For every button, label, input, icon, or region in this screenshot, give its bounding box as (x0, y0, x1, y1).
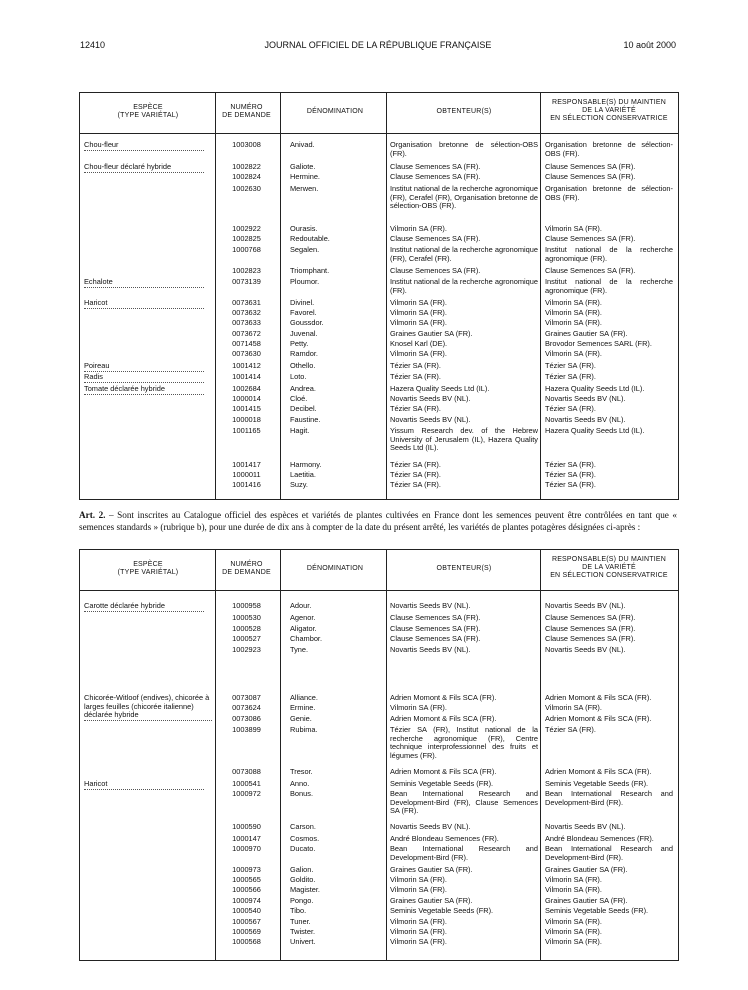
application-number-cell: 1000568 (232, 937, 261, 946)
breeder-cell: Vilmorin SA (FR). (390, 298, 447, 307)
variety-name-cell: Agenor. (290, 613, 316, 622)
breeder-cell: Tézier SA (FR). (390, 361, 441, 370)
application-number-cell: 1000569 (232, 927, 261, 936)
maintainer-cell: Novartis Seeds BV (NL). (545, 601, 626, 610)
variety-name-cell: Petty. (290, 339, 309, 348)
variety-name-cell: Bonus. (290, 789, 314, 798)
page-number: 12410 (80, 40, 106, 50)
variety-name-cell: Pongo. (290, 896, 314, 905)
breeder-cell: Novartis Seeds BV (NL). (390, 394, 471, 403)
application-number-cell: 0073139 (232, 277, 261, 286)
variety-name-cell: Cloé. (290, 394, 308, 403)
variety-name-cell: Tresor. (290, 767, 313, 776)
breeder-cell: Clause Semences SA (FR). (390, 634, 481, 643)
species-cell: Tomate déclarée hybride (84, 385, 212, 395)
breeder-cell: Vilmorin SA (FR). (390, 349, 447, 358)
table-header (80, 93, 678, 134)
application-number-cell: 1001417 (232, 460, 261, 469)
breeder-cell: Seminis Vegetable Seeds (FR). (390, 779, 494, 788)
maintainer-cell: Adrien Momont & Fils SCA (FR). (545, 767, 652, 776)
application-number-cell: 1000566 (232, 885, 261, 894)
application-number-cell: 0073087 (232, 693, 261, 702)
maintainer-cell: Graines Gautier SA (FR). (545, 329, 628, 338)
variety-name-cell: Univert. (290, 937, 316, 946)
article-label: Art. 2. (79, 510, 106, 520)
application-number-cell: 1000147 (232, 834, 261, 843)
application-number-cell: 1000768 (232, 245, 261, 254)
variety-name-cell: Divinel. (290, 298, 315, 307)
col-responsable-header: RESPONSABLE(S) DU MAINTIEN DE LA VARIÉTÉ EN SÉLECTION CONSERVATRICE (550, 99, 668, 122)
application-number-cell: 1002630 (232, 184, 261, 193)
application-number-cell: 1000590 (232, 822, 261, 831)
application-number-cell: 1001416 (232, 480, 261, 489)
page-header (80, 40, 676, 54)
variety-name-cell: Anivad. (290, 140, 315, 149)
species-cell: Carotte déclarée hybride (84, 602, 212, 612)
maintainer-cell: Bean International Research and Development-Bird (FR). (545, 844, 673, 862)
variety-name-cell: Ermine. (290, 703, 316, 712)
application-number-cell: 0073624 (232, 703, 261, 712)
article-2-paragraph (79, 510, 677, 533)
maintainer-cell: Hazera Quality Seeds Ltd (IL). (545, 426, 645, 435)
breeder-cell: Vilmorin SA (FR). (390, 885, 447, 894)
application-number-cell: 1001415 (232, 404, 261, 413)
breeder-cell: Hazera Quality Seeds Ltd (IL). (390, 384, 490, 393)
maintainer-cell: Clause Semences SA (FR). (545, 634, 636, 643)
application-number-cell: 0073631 (232, 298, 261, 307)
journal-title: JOURNAL OFFICIEL DE LA RÉPUBLIQUE FRANÇAISE (264, 40, 492, 50)
breeder-cell: Adrien Momont & Fils SCA (FR). (390, 693, 497, 702)
breeder-cell: Vilmorin SA (FR). (390, 937, 447, 946)
maintainer-cell: Organisation bretonne de sélection-OBS (FR). (545, 184, 673, 202)
breeder-cell: Organisation bretonne de sélection-OBS (FR). (390, 140, 538, 158)
maintainer-cell: Vilmorin SA (FR). (545, 875, 602, 884)
maintainer-cell: Vilmorin SA (FR). (545, 318, 602, 327)
variety-name-cell: Hagit. (290, 426, 310, 435)
maintainer-cell: Adrien Momont & Fils SCA (FR). (545, 693, 652, 702)
application-number-cell: 1000011 (232, 470, 261, 479)
col-denomination-header: DÉNOMINATION (306, 108, 364, 115)
application-number-cell: 1000970 (232, 844, 261, 853)
variety-name-cell: Othello. (290, 361, 316, 370)
breeder-cell: Novartis Seeds BV (NL). (390, 415, 471, 424)
maintainer-cell: Institut national de la recherche agronomique (FR). (545, 277, 673, 295)
breeder-cell: Bean International Research and Development-Bird (FR), Clause Semences SA (FR). (390, 789, 538, 816)
application-number-cell: 1000567 (232, 917, 261, 926)
breeder-cell: Novartis Seeds BV (NL). (390, 822, 471, 831)
col-obtenteur-header: OBTENTEUR(S) (436, 108, 492, 115)
issue-date: 10 août 2000 (623, 40, 676, 50)
variety-name-cell: Juvenal. (290, 329, 318, 338)
maintainer-cell: Tézier SA (FR). (545, 404, 596, 413)
breeder-cell: Tézier SA (FR). (390, 480, 441, 489)
maintainer-cell: Clause Semences SA (FR). (545, 172, 636, 181)
maintainer-cell: Vilmorin SA (FR). (545, 703, 602, 712)
breeder-cell: Adrien Momont & Fils SCA (FR). (390, 714, 497, 723)
maintainer-cell: Brovodor Semences SARL (FR). (545, 339, 652, 348)
variety-name-cell: Galiote. (290, 162, 316, 171)
application-number-cell: 1000540 (232, 906, 261, 915)
variety-name-cell: Tuner. (290, 917, 311, 926)
application-number-cell: 1000973 (232, 865, 261, 874)
breeder-cell: Graines Gautier SA (FR). (390, 896, 473, 905)
breeder-cell: Tézier SA (FR), Institut national de la recherche agronomique (FR), Centre technique interprofessionnel des fruits et légumes (FR). (390, 725, 538, 761)
maintainer-cell: Clause Semences SA (FR). (545, 613, 636, 622)
application-number-cell: 1000541 (232, 779, 261, 788)
breeder-cell: Tézier SA (FR). (390, 372, 441, 381)
breeder-cell: Vilmorin SA (FR). (390, 917, 447, 926)
maintainer-cell: Tézier SA (FR). (545, 361, 596, 370)
variety-name-cell: Ramdor. (290, 349, 318, 358)
variety-name-cell: Segalen. (290, 245, 320, 254)
breeder-cell: Tézier SA (FR). (390, 404, 441, 413)
maintainer-cell: Clause Semences SA (FR). (545, 234, 636, 243)
variety-name-cell: Harmony. (290, 460, 322, 469)
maintainer-cell: Vilmorin SA (FR). (545, 308, 602, 317)
maintainer-cell: Vilmorin SA (FR). (545, 927, 602, 936)
breeder-cell: André Blondeau Semences (FR). (390, 834, 499, 843)
variety-name-cell: Laetitia. (290, 470, 316, 479)
variety-name-cell: Carson. (290, 822, 316, 831)
breeder-cell: Adrien Momont & Fils SCA (FR). (390, 767, 497, 776)
breeder-cell: Novartis Seeds BV (NL). (390, 601, 471, 610)
col-responsable-header: RESPONSABLE(S) DU MAINTIEN DE LA VARIÉTÉ EN SÉLECTION CONSERVATRICE (550, 556, 668, 579)
breeder-cell: Bean International Research and Development-Bird (FR). (390, 844, 538, 862)
col-obtenteur-header: OBTENTEUR(S) (436, 565, 492, 572)
maintainer-cell: Vilmorin SA (FR). (545, 349, 602, 358)
col-espece-header: ESPÈCE (TYPE VARIÉTAL) (117, 104, 179, 119)
breeder-cell: Graines Gautier SA (FR). (390, 329, 473, 338)
application-number-cell: 1001165 (232, 426, 261, 435)
variety-name-cell: Galion. (290, 865, 314, 874)
application-number-cell: 1000528 (232, 624, 261, 633)
breeder-cell: Vilmorin SA (FR). (390, 224, 447, 233)
breeder-cell: Seminis Vegetable Seeds (FR). (390, 906, 494, 915)
breeder-cell: Vilmorin SA (FR). (390, 703, 447, 712)
maintainer-cell: Tézier SA (FR). (545, 460, 596, 469)
variety-name-cell: Favorel. (290, 308, 317, 317)
maintainer-cell: Clause Semences SA (FR). (545, 266, 636, 275)
variety-name-cell: Rubima. (290, 725, 318, 734)
maintainer-cell: Vilmorin SA (FR). (545, 224, 602, 233)
variety-name-cell: Faustine. (290, 415, 321, 424)
variety-name-cell: Anno. (290, 779, 310, 788)
variety-name-cell: Alliance. (290, 693, 318, 702)
variety-name-cell: Andrea. (290, 384, 316, 393)
application-number-cell: 1002824 (232, 172, 261, 181)
application-number-cell: 1001412 (232, 361, 261, 370)
maintainer-cell: Novartis Seeds BV (NL). (545, 822, 626, 831)
application-number-cell: 0073088 (232, 767, 261, 776)
variety-name-cell: Decibel. (290, 404, 317, 413)
variety-name-cell: Tyne. (290, 645, 309, 654)
breeder-cell: Clause Semences SA (FR). (390, 234, 481, 243)
col-espece-header: ESPÈCE (TYPE VARIÉTAL) (117, 561, 179, 576)
variety-name-cell: Goussdor. (290, 318, 324, 327)
variety-name-cell: Suzy. (290, 480, 308, 489)
application-number-cell: 1000018 (232, 415, 261, 424)
variety-name-cell: Twister. (290, 927, 316, 936)
variety-name-cell: Merwen. (290, 184, 319, 193)
maintainer-cell: Clause Semences SA (FR). (545, 162, 636, 171)
col-numero-header: NUMÉRO DE DEMANDE (222, 561, 271, 576)
variety-name-cell: Hermine. (290, 172, 320, 181)
maintainer-cell: Tézier SA (FR). (545, 480, 596, 489)
maintainer-cell: Vilmorin SA (FR). (545, 885, 602, 894)
maintainer-cell: Vilmorin SA (FR). (545, 917, 602, 926)
species-cell: Haricot (84, 299, 212, 309)
application-number-cell: 1000014 (232, 394, 261, 403)
application-number-cell: 0073672 (232, 329, 261, 338)
species-cell: Chicorée-Witloof (endives), chicorée à larges feuilles (chicorée italienne) déclarée hybride (84, 694, 212, 721)
application-number-cell: 1000958 (232, 601, 261, 610)
species-cell: Haricot (84, 780, 212, 790)
breeder-cell: Clause Semences SA (FR). (390, 613, 481, 622)
breeder-cell: Clause Semences SA (FR). (390, 266, 481, 275)
breeder-cell: Clause Semences SA (FR). (390, 162, 481, 171)
maintainer-cell: André Blondeau Semences (FR). (545, 834, 654, 843)
application-number-cell: 1000565 (232, 875, 261, 884)
breeder-cell: Knosel Karl (DE). (390, 339, 448, 348)
maintainer-cell: Tézier SA (FR). (545, 725, 596, 734)
application-number-cell: 1002922 (232, 224, 261, 233)
maintainer-cell: Hazera Quality Seeds Ltd (IL). (545, 384, 645, 393)
varieties-table-1 (79, 92, 679, 500)
variety-name-cell: Cosmos. (290, 834, 320, 843)
maintainer-cell: Tézier SA (FR). (545, 372, 596, 381)
application-number-cell: 1002823 (232, 266, 261, 275)
breeder-cell: Clause Semences SA (FR). (390, 624, 481, 633)
maintainer-cell: Vilmorin SA (FR). (545, 298, 602, 307)
variety-name-cell: Tibo. (290, 906, 307, 915)
application-number-cell: 1002684 (232, 384, 261, 393)
variety-name-cell: Redoutable. (290, 234, 330, 243)
variety-name-cell: Goldito. (290, 875, 316, 884)
species-cell: Echalote (84, 278, 212, 288)
maintainer-cell: Institut national de la recherche agronomique (FR). (545, 245, 673, 263)
breeder-cell: Vilmorin SA (FR). (390, 927, 447, 936)
variety-name-cell: Adour. (290, 601, 312, 610)
application-number-cell: 1000972 (232, 789, 261, 798)
variety-name-cell: Aligator. (290, 624, 317, 633)
col-denomination-header: DÉNOMINATION (306, 565, 364, 572)
maintainer-cell: Bean International Research and Development-Bird (FR). (545, 789, 673, 807)
application-number-cell: 1000527 (232, 634, 261, 643)
variety-name-cell: Ourasis. (290, 224, 318, 233)
maintainer-cell: Graines Gautier SA (FR). (545, 865, 628, 874)
breeder-cell: Institut national de la recherche agronomique (FR), Cerafel (FR), Organisation bretonne de sélection-OBS (FR). (390, 184, 538, 211)
breeder-cell: Vilmorin SA (FR). (390, 875, 447, 884)
application-number-cell: 1001414 (232, 372, 261, 381)
breeder-cell: Institut national de la recherche agronomique (FR), Cerafel (FR). (390, 245, 538, 263)
maintainer-cell: Novartis Seeds BV (NL). (545, 415, 626, 424)
variety-name-cell: Ducato. (290, 844, 316, 853)
application-number-cell: 1002923 (232, 645, 261, 654)
species-cell: Radis (84, 373, 212, 383)
variety-name-cell: Loto. (290, 372, 307, 381)
variety-name-cell: Triomphant. (290, 266, 330, 275)
application-number-cell: 1000974 (232, 896, 261, 905)
maintainer-cell: Organisation bretonne de sélection-OBS (FR). (545, 140, 673, 158)
maintainer-cell: Seminis Vegetable Seeds (FR). (545, 779, 649, 788)
application-number-cell: 1003008 (232, 140, 261, 149)
application-number-cell: 0073632 (232, 308, 261, 317)
variety-name-cell: Magister. (290, 885, 320, 894)
article-text: – Sont inscrites au Catalogue officiel des espèces et variétés de plantes cultivées en France dont les semences peuvent être contrôlées en tant que « semences standards » (rubrique b), pour une durée de dix ans à compter de la date du présent arrêté, les variétés de plantes potagères désignées ci-après : (79, 510, 677, 532)
maintainer-cell: Vilmorin SA (FR). (545, 937, 602, 946)
breeder-cell: Institut national de la recherche agronomique (FR). (390, 277, 538, 295)
application-number-cell: 1000530 (232, 613, 261, 622)
species-cell: Chou-fleur déclaré hybride (84, 163, 212, 173)
breeder-cell: Vilmorin SA (FR). (390, 318, 447, 327)
maintainer-cell: Graines Gautier SA (FR). (545, 896, 628, 905)
application-number-cell: 0073630 (232, 349, 261, 358)
species-cell: Chou-fleur (84, 141, 212, 151)
breeder-cell: Tézier SA (FR). (390, 460, 441, 469)
species-cell: Poireau (84, 362, 212, 372)
varieties-table-2 (79, 549, 679, 961)
breeder-cell: Clause Semences SA (FR). (390, 172, 481, 181)
breeder-cell: Graines Gautier SA (FR). (390, 865, 473, 874)
variety-name-cell: Genie. (290, 714, 312, 723)
maintainer-cell: Adrien Momont & Fils SCA (FR). (545, 714, 652, 723)
maintainer-cell: Seminis Vegetable Seeds (FR). (545, 906, 649, 915)
application-number-cell: 0071458 (232, 339, 261, 348)
breeder-cell: Vilmorin SA (FR). (390, 308, 447, 317)
breeder-cell: Novartis Seeds BV (NL). (390, 645, 471, 654)
maintainer-cell: Novartis Seeds BV (NL). (545, 394, 626, 403)
breeder-cell: Tézier SA (FR). (390, 470, 441, 479)
application-number-cell: 0073633 (232, 318, 261, 327)
application-number-cell: 1002822 (232, 162, 261, 171)
maintainer-cell: Novartis Seeds BV (NL). (545, 645, 626, 654)
table-header (80, 550, 678, 591)
maintainer-cell: Tézier SA (FR). (545, 470, 596, 479)
variety-name-cell: Chambor. (290, 634, 323, 643)
application-number-cell: 0073086 (232, 714, 261, 723)
breeder-cell: Yissum Research dev. of the Hebrew University of Jerusalem (IL), Hazera Quality Seeds Ltd (IL). (390, 426, 538, 453)
application-number-cell: 1003899 (232, 725, 261, 734)
col-numero-header: NUMÉRO DE DEMANDE (222, 104, 271, 119)
application-number-cell: 1002825 (232, 234, 261, 243)
maintainer-cell: Clause Semences SA (FR). (545, 624, 636, 633)
variety-name-cell: Ploumor. (290, 277, 320, 286)
